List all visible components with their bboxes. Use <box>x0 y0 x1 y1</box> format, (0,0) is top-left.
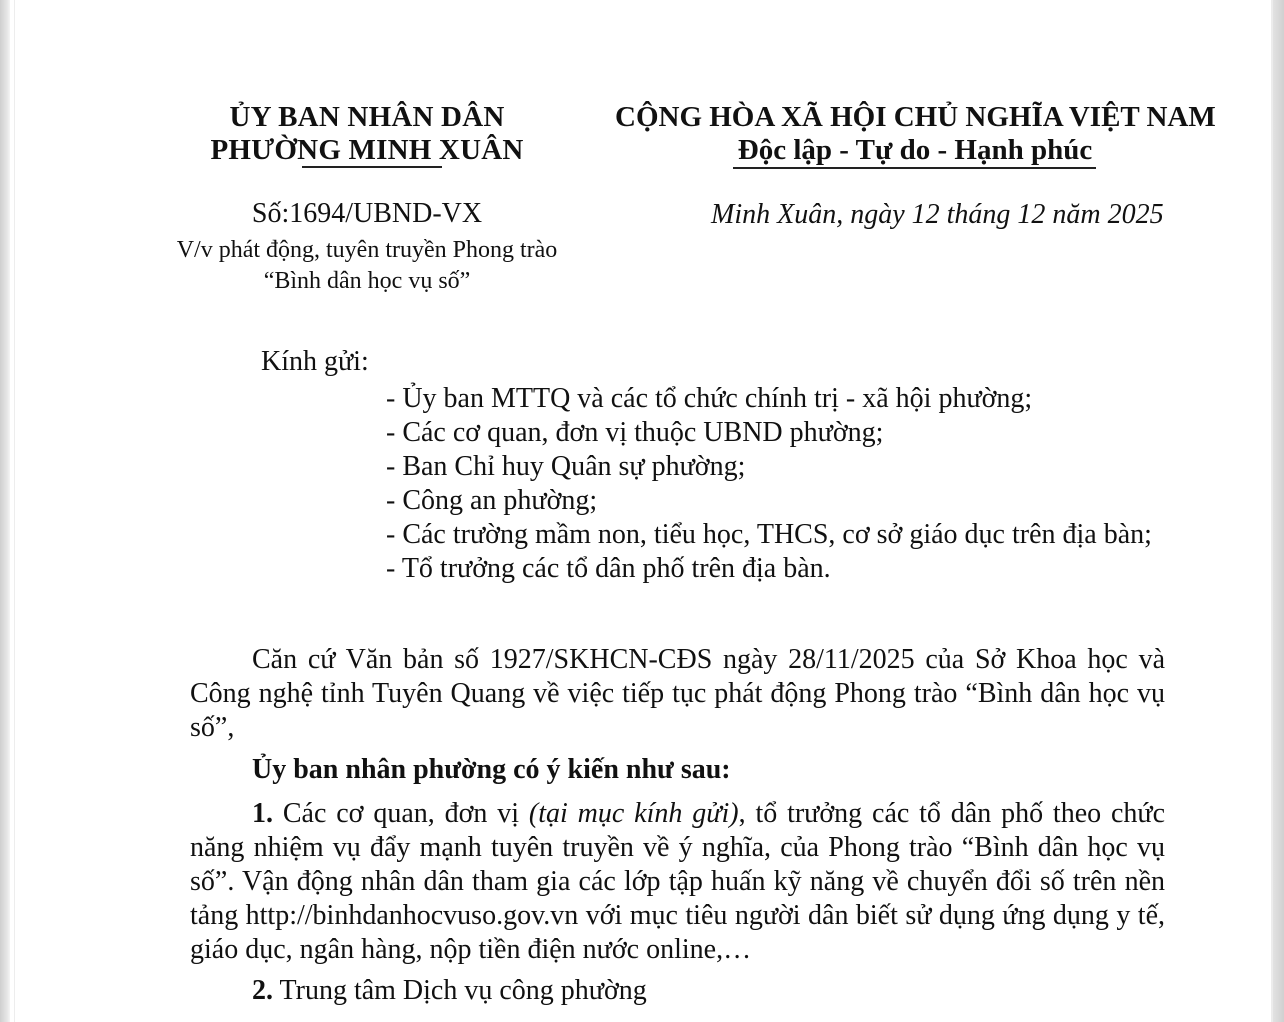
addressee-item: - Ban Chỉ huy Quân sự phường; <box>386 451 746 482</box>
addressee-item: - Các trường mầm non, tiểu học, THCS, cơ sở giáo dục trên địa bàn; <box>386 519 1152 550</box>
item-1-number: 1. <box>252 798 273 829</box>
national-title: CỘNG HÒA XÃ HỘI CHỦ NGHĨA VIỆT NAM <box>615 101 1216 133</box>
addressee-item: - Ủy ban MTTQ và các tổ chức chính trị - xã hội phường; <box>386 383 1033 414</box>
national-motto: Độc lập - Tự do - Hạnh phúc <box>737 134 1093 166</box>
cut-off-next-line <box>205 1012 1180 1022</box>
item-2-number: 2. <box>252 975 273 1006</box>
authority-name-line1: ỦY BAN NHÂN DÂN <box>229 101 505 133</box>
item-1-italic-note: (tại mục kính gửi) <box>528 798 739 829</box>
item-2-text: Trung tâm Dịch vụ công phường <box>273 975 647 1006</box>
item-2-paragraph <box>252 975 647 1007</box>
subject-line1: V/v phát động, tuyên truyền Phong trào <box>176 237 558 263</box>
opinion-heading: Ủy ban nhân phường có ý kiến như sau: <box>252 754 731 785</box>
authority-name-line2: PHƯỜNG MINH XUÂN <box>210 134 524 166</box>
addressee-item: - Công an phường; <box>386 485 598 516</box>
subject-line2: “Bình dân học vụ số” <box>263 268 471 294</box>
motto-underline <box>733 167 1096 169</box>
addressees-list <box>386 382 1152 586</box>
addressee-item: - Các cơ quan, đơn vị thuộc UBND phường; <box>386 417 884 448</box>
item-1-paragraph <box>190 797 1165 967</box>
basis-paragraph: Căn cứ Văn bản số 1927/SKHCN-CĐS ngày 28/11/2025 của Sở Khoa học và Công nghệ tỉnh Tuyên Quang về việc tiếp tục phát động Phong trào “Bình dân học vụ số”, <box>190 644 1165 743</box>
document-page <box>15 0 1271 1022</box>
place-and-date: Minh Xuân, ngày 12 tháng 12 năm 2025 <box>711 199 1164 230</box>
item-1-text-before: Các cơ quan, đơn vị <box>273 798 529 829</box>
page-right-edge <box>1273 0 1284 1022</box>
authority-underline <box>302 166 442 168</box>
document-number: Số:1694/UBND-VX <box>251 198 483 229</box>
item-1-text-after: , tổ trưởng các tổ dân phố theo chức năng nhiệm vụ đẩy mạnh tuyên truyền về ý nghĩa, của Phong trào “Bình dân học vụ số”. Vận động nhân dân tham gia các lớp tập huấn kỹ năng về chuyển đổi số trên nền tảng http://binhdanhocvuso.gov.vn với mục tiêu người dân biết sử dụng ứng dụng y tế, giáo dục, ngân hàng, nộp tiền điện nước online,… <box>190 798 1166 965</box>
addressee-item: - Tổ trưởng các tổ dân phố trên địa bàn. <box>386 553 831 584</box>
page-left-edge <box>0 0 10 1022</box>
addressees-label: Kính gửi: <box>261 346 369 377</box>
